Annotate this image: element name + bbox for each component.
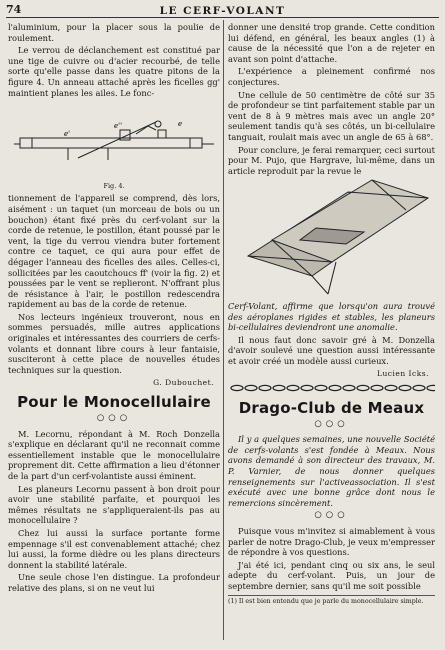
kite-illustration [228, 178, 435, 301]
paragraph: Le verrou de déclanchement est constitué par une tige de cuivre ou d'acier recourbé, de telle sorte qu'elle passe dans les quatre pitons de la figure 4. Un anneau attaché après les ficelles gg' maintient planes les ailes. Le fonc- [8, 45, 220, 98]
fig-label-e1: e' [64, 130, 71, 139]
paragraph: M. Lecornu, répondant à M. Roch Donzella s'explique en déclarant qu'il ne reconnait comme essentiellement instable que le monocellulaire proprement dit. Cette affirmation a lieu d'étonner de la part d'un cerf-volantiste aussi éminent. [8, 428, 220, 481]
paragraph: l'aluminium, pour la placer sous la poulie de roulement. [8, 22, 220, 43]
chain-link [259, 385, 271, 390]
chain-link [231, 385, 243, 390]
running-head: LE CERF-VOLANT [159, 5, 286, 17]
paragraph: J'ai été ici, pendant cinq ou six ans, le seul adepte du cerf-volant. Puis, un jour de septembre dernier, sans qu'il me soit possible [228, 559, 435, 591]
chain-link [371, 385, 383, 390]
chain-link [301, 385, 313, 390]
ornament: ○○○ [96, 413, 132, 424]
ornament: ○○○ [314, 418, 349, 429]
chain-ornament-rule [228, 384, 435, 395]
mechanism-drawing [8, 100, 220, 178]
header-rule [6, 17, 439, 18]
fig-label-e2: e'' [114, 122, 122, 131]
chain-link [329, 385, 341, 390]
paragraph: Cerf-Volant, affirme que lorsqu'on aura trouvé des aéroplanes rigides et stables, les planeurs bi-cellulaires deviendront une anomalie. [228, 300, 435, 333]
right-column [228, 22, 435, 606]
paragraph: Il y a quelques semaines, une nouvelle Société de cerfs-volants s'est fondée à Meaux. Nous avons demandé à son directeur des travaux, M. P. Varnier, de nous donner quelques renseignements sur l'activeassociation. Il s'est exécuté avec une bonne grâce dont nous le remercions sincèrement. [228, 434, 435, 508]
chain-links [231, 385, 435, 390]
paragraph: Il nous faut donc savoir gré à M. Donzella d'avoir soulevé une question aussi intéressante et avoir créé un modèle aussi curieux. [228, 334, 435, 366]
chain-link [413, 385, 425, 390]
paragraph: Puisque vous m'invitez si aimablement à vous parler de notre Drago-Club, je veux m'empresser de répondre à vos questions. [228, 526, 435, 558]
figure-4 [8, 100, 220, 191]
chain-link [385, 385, 397, 390]
paragraph: Les planeurs Lecornu passent à bon droit pour avoir une stabilité parfaite, et pourquoi les mêmes résultats ne s'appliqueraient-ils pas au monocellulaire ? [8, 483, 220, 526]
ornament: ○○○ [314, 510, 349, 521]
footnote: (1) Il est bien entendu que je parle du monocellulaire simple. [228, 595, 435, 606]
left-column [8, 22, 220, 596]
paragraph: Nos lecteurs ingénieux trouveront, nous en sommes persuadés, mille autres applications originales et intéressantes des courriers de cerfs-volants et donnant libre cours à leur fantaisie, susciteront à cette place de nouvelles études techniques sur la question. [8, 311, 220, 375]
section-title: Drago-Club de Meaux [238, 398, 425, 417]
chain-link [245, 385, 257, 390]
page-header [0, 0, 445, 20]
paragraph: Une seule chose l'en distingue. La profondeur relative des plans, si on ne veut lui [8, 572, 220, 593]
paragraph: Une cellule de 50 centimètre de côté sur 35 de profondeur se tint parfaitement stable par un vent de 8 à 9 mètres mais avec un angle 20° seulement tandis qu'à ses côtés, un bi-cellulaire tanguait, roulait mais avec un angle de 65 à 68°. [228, 89, 435, 142]
chain-link [399, 385, 411, 390]
paragraph: Pour conclure, je ferai remarquer, ceci surtout pour M. Pujo, que Hargrave, lui-même, dans un article reproduit par la revue le [228, 144, 435, 176]
author-signature: G. Dubouchet. [153, 378, 214, 388]
paragraph: L'expérience a pleinement confirmé nos conjectures. [228, 66, 435, 87]
section-title: Pour le Monocellulaire [17, 393, 211, 412]
paragraph: Chez lui aussi la surface portante forme empennage s'il est convenablement attaché; chez lui aussi, la forme dièdre ou les plans directeurs donnent la stabilité latérale. [8, 527, 220, 570]
fig-label-e3: e [178, 120, 183, 129]
chain-link [357, 385, 369, 390]
chain-link [273, 385, 285, 390]
box-kite-drawing [228, 178, 435, 298]
chain-link [343, 385, 355, 390]
column-divider [223, 20, 224, 640]
chain-link [315, 385, 327, 390]
chain-link [427, 385, 435, 390]
figure-caption: Fig. 4. [103, 181, 125, 190]
chain-link [287, 385, 299, 390]
author-signature: Lucien Icks. [376, 369, 429, 379]
paragraph: tionnement de l'appareil se comprend, dès lors, aisément : un taquet (un morceau de bois ou un bouchon) étant fixé près du cerf-volant sur la corde de retenue, le postillon, étant poussé par le vent, la tige du verrou viendra buter fortement contre ce taquet, ce qui aura pour effet de dégager l'anneau des ficelles des ailes. Celles-ci, sollicitées par les caoutchoucs ff' (voir la fig. 2) et poussées par le vent se replieront. N'offrant plus de résistance à l'air, le postillon redescendra rapidement au bas de la corde de retenue. [8, 193, 220, 310]
paragraph: donner une densité trop grande. Cette condition lui défend, en général, les beaux angles (1) à cause de la nécessité que l'on a de rejeter en avant son point d'attache. [228, 22, 435, 64]
page-number: 74 [6, 3, 22, 16]
